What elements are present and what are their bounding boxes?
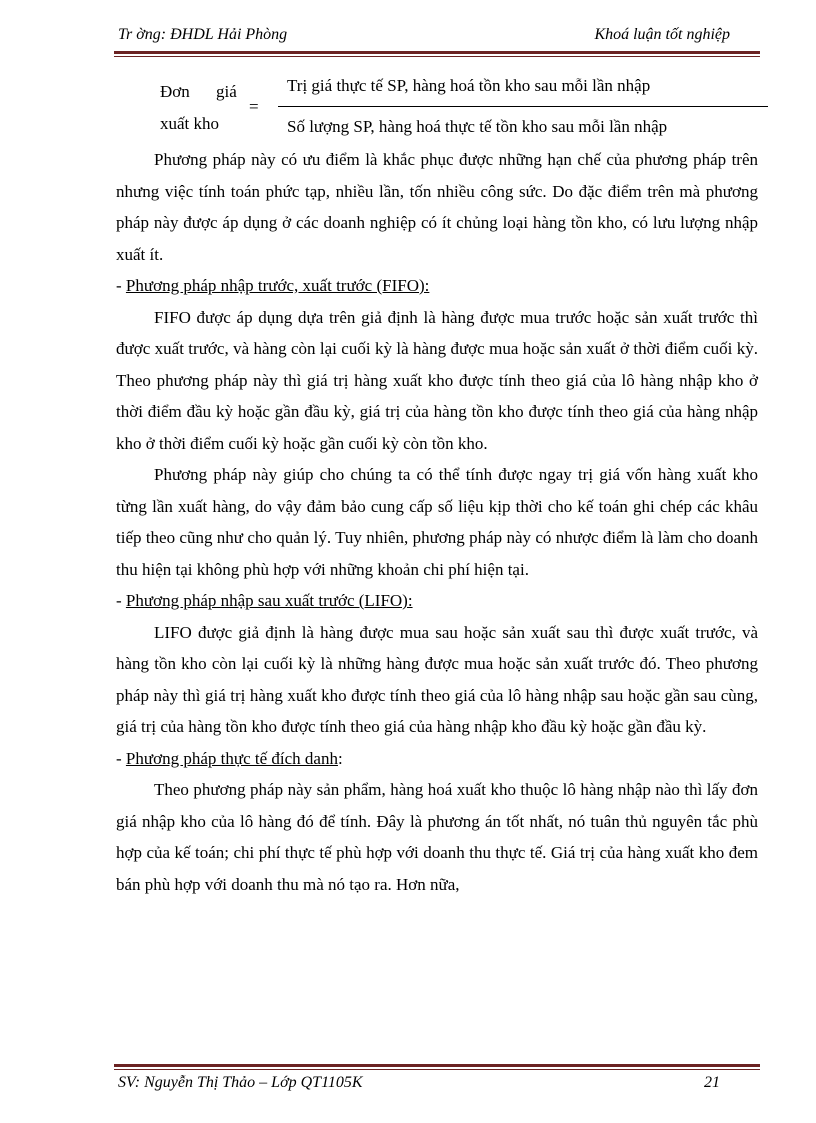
heading-lifo-text: Phương pháp nhập sau xuất trước (LIFO): [125,591,413,610]
formula-fraction-bar [278,106,768,107]
paragraph-fifo-evaluation: Phương pháp này giúp cho chúng ta có thể tính được ngay trị giá vốn hàng xuất kho từng lần xuất hàng, do vậy đảm bảo cung cấp số liệu kịp thời cho kế toán ghi chép các khâu tiếp theo cũng như cho quản lý. Tuy nhiên, phương pháp này có nhược điểm là làm cho doanh thu hiện tại không phù hợp với những khoản chi phí hiện tại. [116,465,758,579]
footer-student-info: SV: Nguyễn Thị Thảo – Lớp QT1105K [118,1074,363,1091]
formula-denominator: Số lượng SP, hàng hoá thực tế tồn kho sau mỗi lần nhập [287,117,668,136]
formula-label-line1: Đơn giá [160,82,237,101]
heading-lifo [116,585,758,617]
formula-label-line2: xuất kho [160,114,220,133]
header-divider [114,51,760,57]
body-text [116,144,758,900]
heading-specific-dash: - [116,748,126,768]
heading-fifo-dash: - [116,276,126,295]
paragraph-intro: Phương pháp này có ưu điểm là khắc phục được những hạn chế của phương pháp trên nhưng việc tính toán phức tạp, nhiều lần, tốn nhiều công sức. Do đặc điểm trên mà phương pháp này được áp dụng ở các doanh nghiệp có ít chủng loại hàng tồn kho, có lưu lượng nhập xuất ít. [116,150,758,264]
footer-divider [114,1064,760,1070]
paragraph-fifo-definition: FIFO được áp dụng dựa trên giả định là hàng được mua trước hoặc sản xuất trước thì được xuất trước, và hàng còn lại cuối kỳ là hàng được mua hoặc sản xuất ở thời điểm cuối kỳ. Theo phương pháp này thì giá trị hàng xuất kho được tính theo giá của lô hàng nhập kho ở thời điểm đầu kỳ hoặc gần đầu kỳ, giá trị của hàng tồn kho được tính theo giá của hàng nhập kho ở thời điểm cuối kỳ hoặc gần cuối kỳ còn tồn kho. [116,307,758,453]
heading-specific-colon: : [337,748,343,768]
footer-page-number: 21 [704,1074,720,1091]
formula-equals-sign: = [249,97,259,116]
paragraph-lifo-definition: LIFO được giả định là hàng được mua sau hoặc sản xuất sau thì được xuất trước, và hàng tồn kho còn lại cuối kỳ là những hàng được mua hoặc sản xuất trước đó. Theo phương pháp này thì giá trị hàng xuất kho được tính theo giá của lô hàng nhập sau hoặc gần sau cùng, giá trị của hàng tồn kho được tính theo giá của hàng nhập kho đầu kỳ hoặc gần đầu kỳ. [116,622,758,736]
heading-fifo-text: Phương pháp nhập trước, xuất trước (FIFO): [125,276,430,295]
header-document-type: Khoá luận tốt nghiệp [594,26,730,43]
formula-numerator: Trị giá thực tế SP, hàng hoá tồn kho sau mỗi lần nhập [287,76,651,95]
heading-specific-identification [116,743,758,775]
paragraph-specific-identification: Theo phương pháp này sản phẩm, hàng hoá xuất kho thuộc lô hàng nhập nào thì lấy đơn giá nhập kho của lô hàng đó để tính. Đây là phương án tốt nhất, nó tuân thủ nguyên tắc phù hợp của kế toán; chi phí thực tế phù hợp với doanh thu thực tế. Giá trị của hàng xuất kho đem bán phù hợp với doanh thu mà nó tạo ra. Hơn nữa, [116,780,758,894]
heading-fifo [116,270,758,302]
heading-lifo-dash: - [116,591,126,610]
header-school: Tr ờng: ĐHDL Hải Phòng [118,26,288,43]
heading-specific-text: Phương pháp thực tế đích danh [125,748,338,768]
